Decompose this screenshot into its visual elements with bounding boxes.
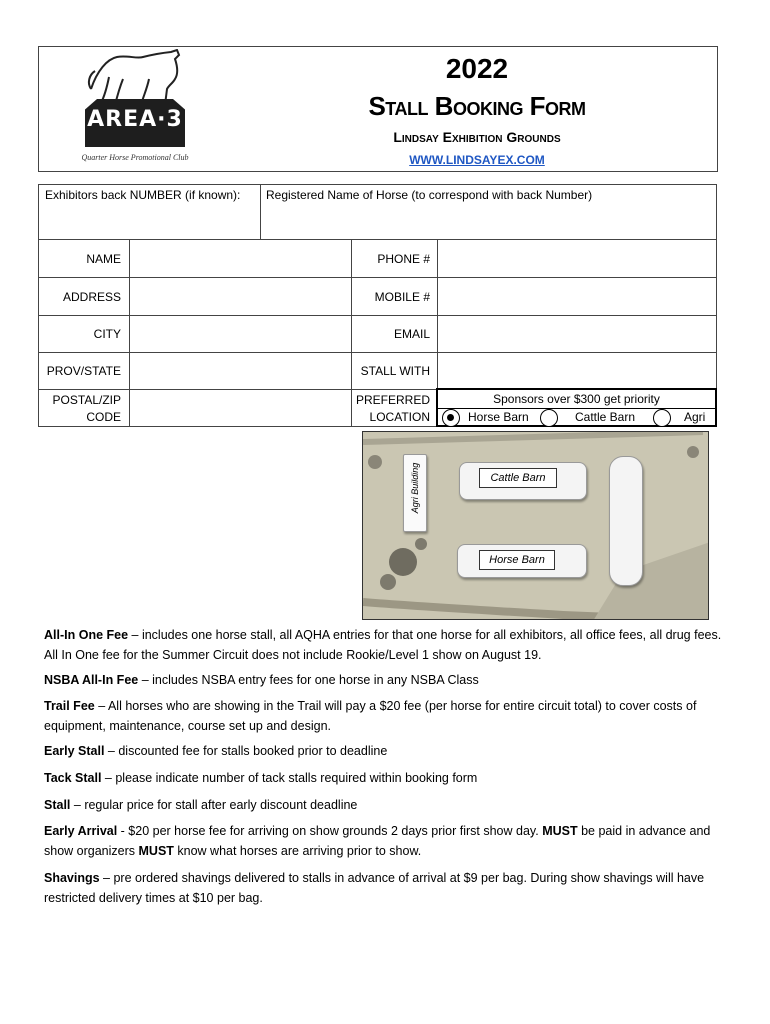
phone-field[interactable]	[438, 240, 717, 277]
sponsors-note: Sponsors over $300 get priority	[493, 392, 660, 406]
preferred-location-box	[436, 388, 717, 427]
radio-horse-barn[interactable]	[442, 409, 460, 427]
website-link[interactable]: WWW.LINDSAYEX.COM	[409, 153, 545, 167]
def-text: discounted fee for stalls booked prior to deadline	[118, 744, 388, 758]
radio-agri[interactable]	[653, 409, 671, 427]
def-all-in-one: All-In One Fee – includes one horse stall, all AQHA entries for that one horse for all exhibitors, all office fees, all drug fees. All In One fee for the Summer Circuit does not include Rookie/Level 1 show on August 19.	[44, 628, 722, 662]
cattle-barn-label: Cattle Barn	[479, 468, 557, 488]
form-year: 2022	[445, 53, 509, 84]
name-label: NAME	[86, 252, 121, 266]
def-text: includes one horse stall, all AQHA entries for that one horse for all exhibitors, all office fees, all drug fees. All In One fee for the Summer Circuit does not include Rookie/Level 1 show on August 19.	[44, 628, 722, 662]
prov-field[interactable]	[130, 353, 351, 389]
postal-field[interactable]	[130, 390, 351, 427]
def-text: pre ordered shavings delivered to stalls in advance of arrival at $9 per bag. During show shavings will have restricted delivery times at $10 per bag.	[44, 871, 705, 905]
form-title: Stall Booking Form	[368, 91, 586, 121]
def-term: Trail Fee	[44, 699, 95, 713]
preferred-label-line2: LOCATION	[369, 410, 430, 424]
def-term: Early Arrival	[44, 824, 118, 838]
option-agri-label: Agri	[684, 410, 706, 424]
horse-name-label: Registered Name of Horse (to correspond with back Number)	[266, 188, 593, 202]
def-term: NSBA All-In Fee	[44, 673, 139, 687]
def-text: All horses who are showing in the Trail will pay a $20 fee (per horse for entire circuit total) to cover costs of equipment, maintenance, course set up and design.	[44, 699, 697, 733]
def-early-stall: Early Stall – discounted fee for stalls booked prior to deadline	[44, 744, 388, 758]
email-label: EMAIL	[393, 327, 430, 341]
postal-label-line2: CODE	[86, 410, 121, 424]
address-field[interactable]	[130, 278, 351, 315]
form-subtitle: Lindsay Exhibition Grounds	[393, 129, 561, 145]
grounds-aerial-map	[362, 431, 709, 620]
def-term: Shavings	[44, 871, 100, 885]
long-building-shape	[609, 456, 643, 586]
horse-name-cell[interactable]	[260, 184, 717, 240]
header-box	[38, 46, 718, 172]
mobile-field[interactable]	[438, 278, 717, 315]
preferred-label-line1: PREFERRED	[355, 393, 430, 407]
def-term: Tack Stall	[44, 771, 102, 785]
def-tack-stall: Tack Stall – please indicate number of tack stalls required within booking form	[44, 771, 478, 785]
stall-with-field[interactable]	[438, 353, 717, 389]
def-nsba: NSBA All-In Fee – includes NSBA entry fees for one horse in any NSBA Class	[44, 673, 479, 687]
back-number-label: Exhibitors back NUMBER (if known):	[45, 188, 241, 202]
def-early-arrival: Early Arrival - $20 per horse fee for arriving on show grounds 2 days prior first show day. MUST be paid in advance and show organizers MUST know what horses are arriving prior to show.	[44, 824, 711, 858]
radio-cattle-barn[interactable]	[540, 409, 558, 427]
address-label: ADDRESS	[62, 290, 121, 304]
mobile-label: MOBILE #	[374, 290, 430, 304]
postal-label-line1: POSTAL/ZIP	[52, 393, 121, 407]
area3-logo	[83, 49, 193, 167]
stall-with-label: STALL WITH	[360, 364, 430, 378]
logo-text: AREA·3	[87, 107, 183, 132]
def-text: includes NSBA entry fees for one horse in any NSBA Class	[152, 673, 479, 687]
email-field[interactable]	[438, 316, 717, 352]
horse-barn-label: Horse Barn	[479, 550, 555, 570]
def-stall: Stall – regular price for stall after early discount deadline	[44, 798, 358, 812]
city-field[interactable]	[130, 316, 351, 352]
back-number-cell[interactable]	[38, 184, 261, 240]
def-text: please indicate number of tack stalls required within booking form	[115, 771, 478, 785]
def-term: All-In One Fee	[44, 628, 129, 642]
def-text: regular price for stall after early discount deadline	[84, 798, 358, 812]
def-shavings: Shavings – pre ordered shavings delivered to stalls in advance of arrival at $9 per bag. During show shavings will have restricted delivery times at $10 per bag.	[44, 871, 705, 905]
def-term: Early Stall	[44, 744, 105, 758]
phone-label: PHONE #	[377, 252, 430, 266]
agri-building-shape	[403, 454, 427, 532]
logo-caption: Quarter Horse Promotional Club	[81, 153, 189, 162]
city-label: CITY	[93, 327, 121, 341]
agri-building-label: Agri Building	[410, 462, 420, 514]
def-term: Stall	[44, 798, 71, 812]
prov-label: PROV/STATE	[46, 364, 121, 378]
option-cattle-barn-label: Cattle Barn	[575, 410, 636, 424]
def-trail: Trail Fee – All horses who are showing in the Trail will pay a $20 fee (per horse for entire circuit total) to cover costs of equipment, maintenance, course set up and design.	[44, 699, 697, 733]
option-horse-barn-label: Horse Barn	[468, 410, 529, 424]
name-field[interactable]	[130, 240, 351, 277]
